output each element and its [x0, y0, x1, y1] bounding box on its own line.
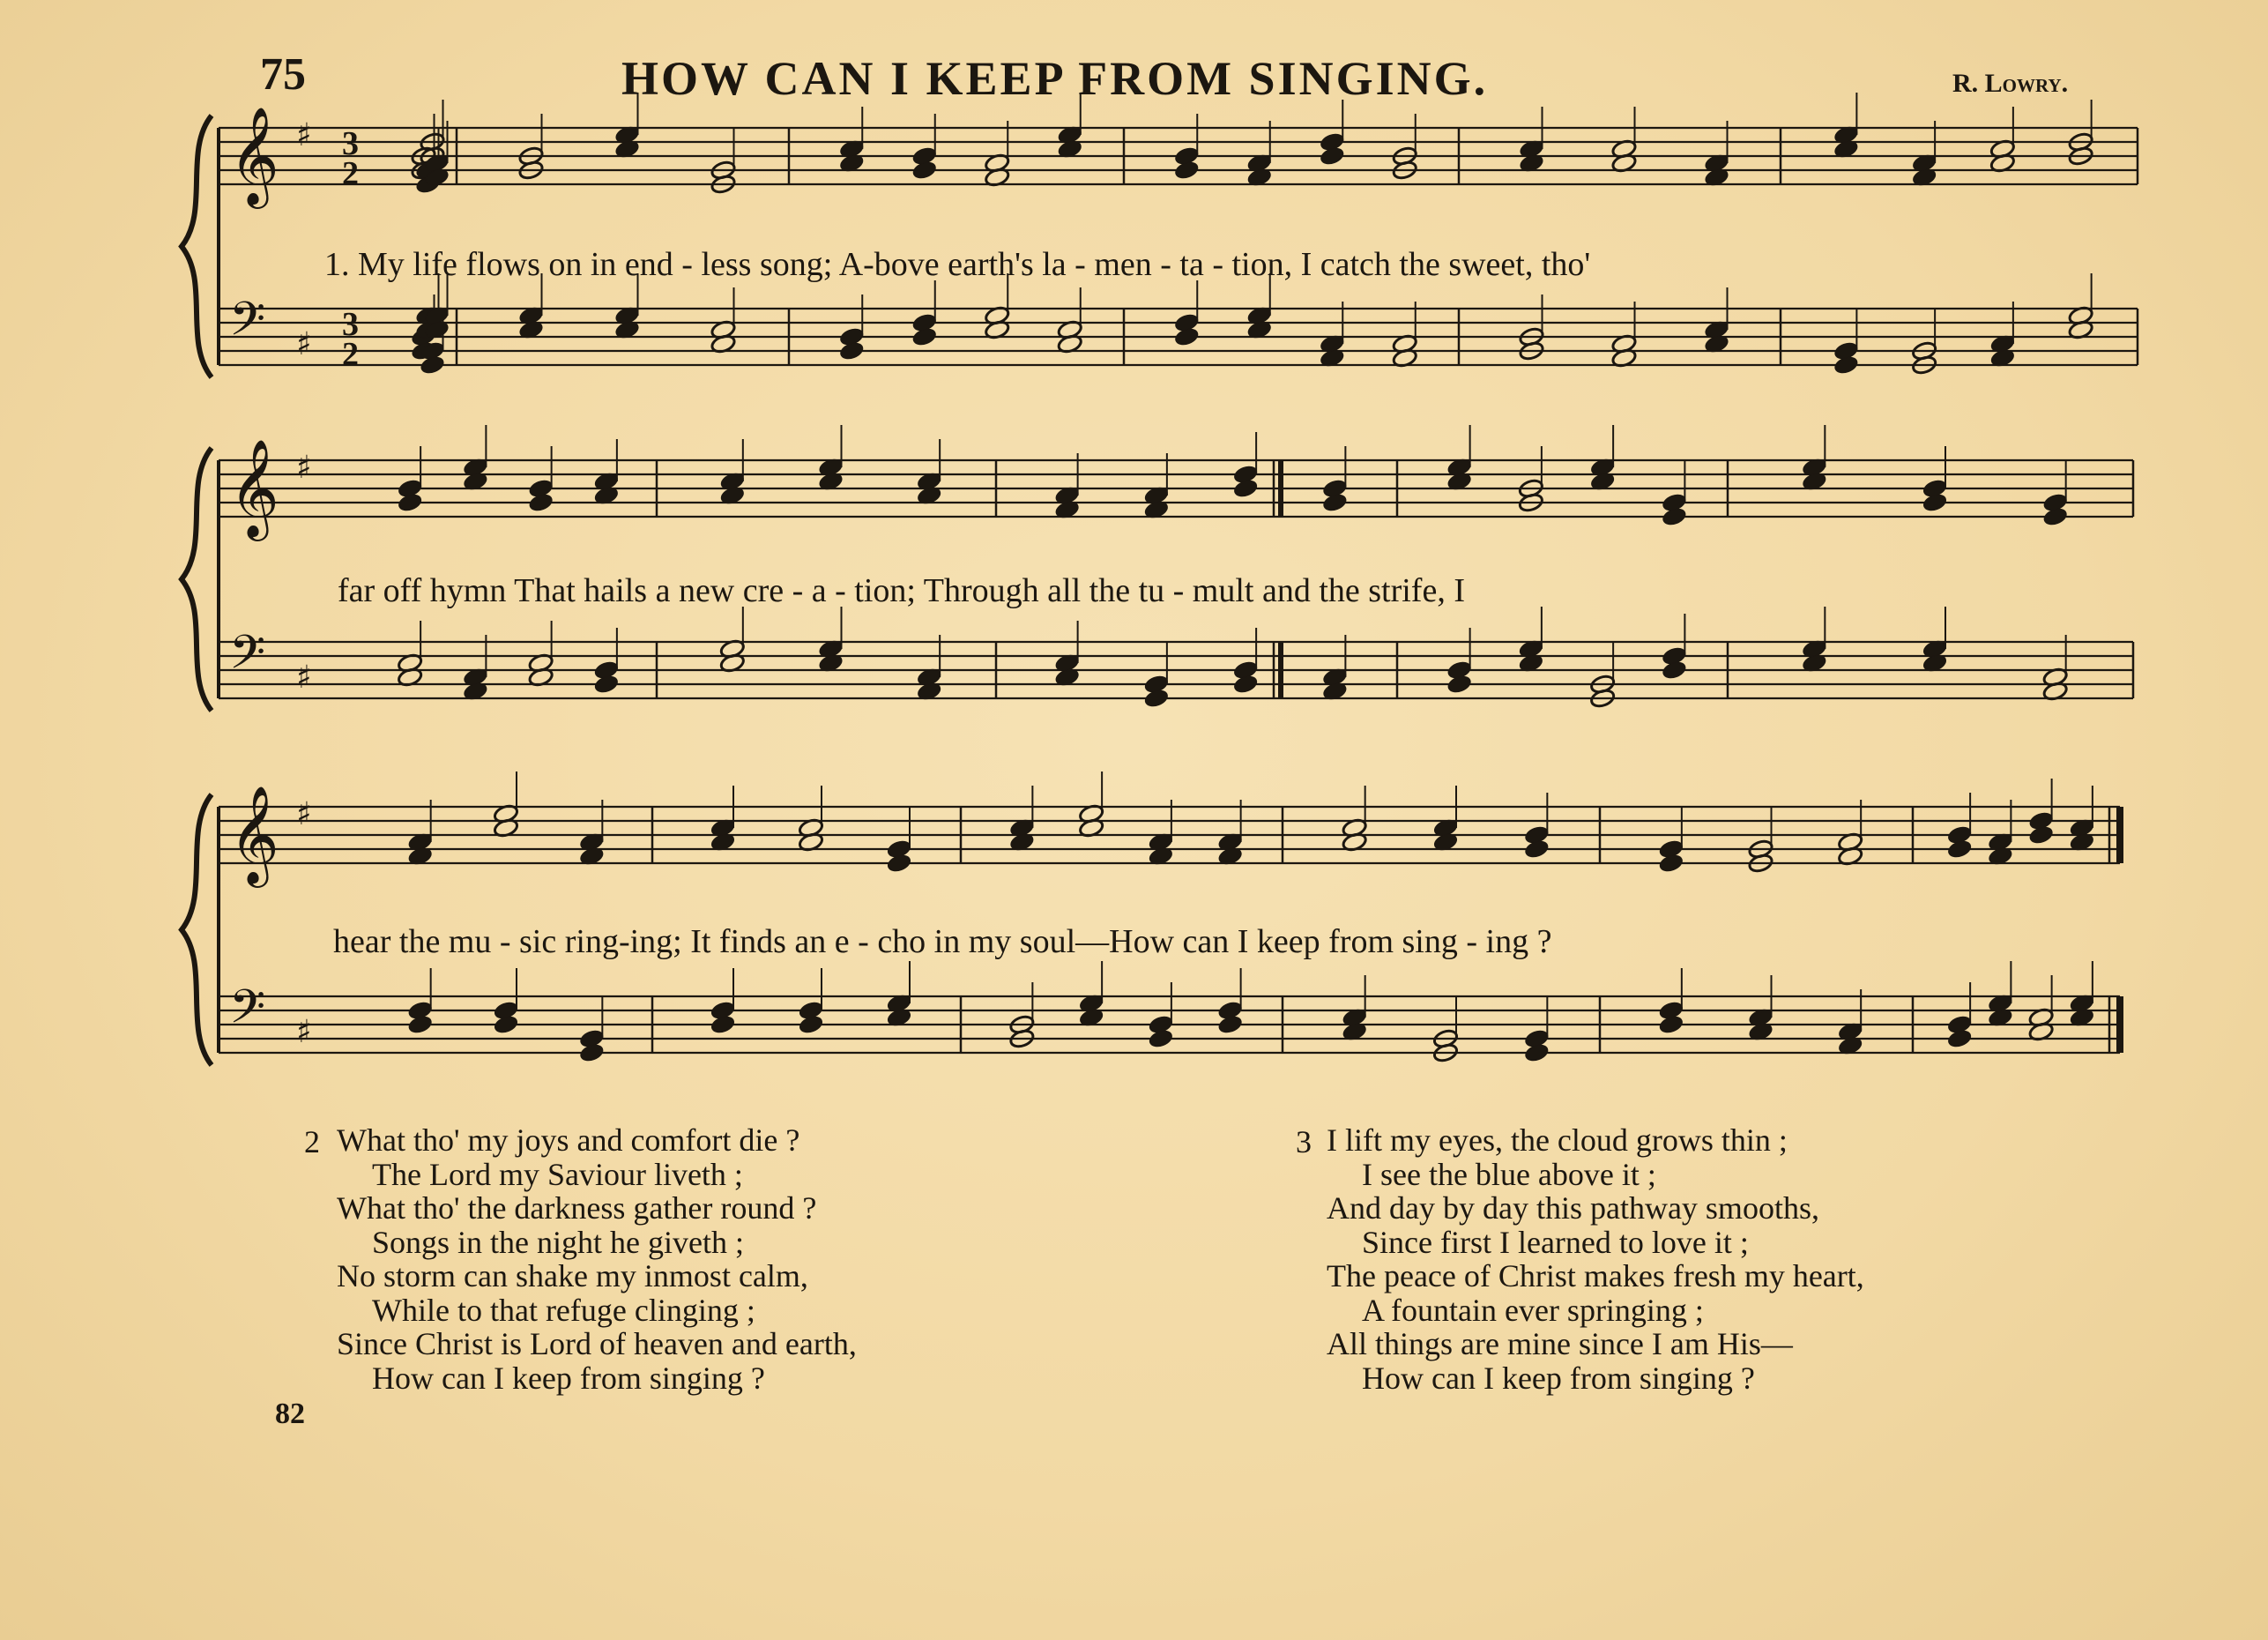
note-head: [1217, 1014, 1244, 1035]
verse-number: 2: [304, 1124, 320, 1159]
verse-line: I see the blue above it ;: [1362, 1156, 1656, 1192]
brace: [182, 794, 212, 1065]
lyrics-line-1: 1. My life flows on in end - less song; A-bove earth's la - men - ta - tion, I catch the sweet, tho': [324, 246, 1591, 283]
sharp-icon: ♯: [296, 117, 312, 153]
verse-line: Songs in the night he giveth ;: [372, 1224, 744, 1260]
verse-line: The Lord my Saviour liveth ;: [372, 1156, 743, 1192]
note-head: [1523, 839, 1550, 860]
time-signature-top: 3: [342, 306, 359, 343]
note-head: [1523, 1042, 1550, 1063]
note-head: [1833, 354, 1859, 376]
note-head: [397, 492, 423, 513]
note-head: [493, 1014, 519, 1035]
note-head: [1946, 839, 1973, 860]
note-head: [407, 1014, 434, 1035]
treble-clef-icon: 𝄞: [229, 438, 279, 537]
page-number: 82: [275, 1398, 305, 1430]
note-head: [1658, 853, 1684, 874]
hymn-number: 75: [260, 49, 306, 100]
verse-line: Since first I learned to love it ;: [1362, 1224, 1749, 1260]
verse-line: And day by day this pathway smooths,: [1327, 1190, 1819, 1226]
note-head: [1321, 492, 1348, 513]
note-head: [2028, 824, 2055, 846]
verse-line: While to that refuge clinging ;: [372, 1292, 755, 1328]
verse-line: A fountain ever springing ;: [1362, 1292, 1704, 1328]
verse-line: I lift my eyes, the cloud grows thin ;: [1327, 1122, 1788, 1158]
note-head: [1143, 688, 1170, 709]
note-head: [578, 1042, 605, 1063]
verse-line: What tho' the darkness gather round ?: [337, 1190, 817, 1226]
time-signature-bottom: 2: [342, 336, 359, 373]
note-head: [1922, 492, 1948, 513]
note-head: [911, 160, 938, 181]
sharp-icon: ♯: [296, 1014, 312, 1050]
verse-line: What tho' my joys and comfort die ?: [337, 1122, 800, 1158]
verse-line: How can I keep from singing ?: [372, 1360, 765, 1396]
note-head: [911, 326, 938, 347]
bass-clef-icon: 𝄢: [229, 293, 266, 358]
hymn-title: HOW CAN I KEEP FROM SINGING.: [621, 52, 1489, 105]
note-head: [528, 492, 554, 513]
note-head: [1319, 145, 1345, 167]
note-head: [886, 853, 912, 874]
note-head: [1232, 674, 1259, 695]
bass-clef-icon: 𝄢: [229, 980, 266, 1046]
sharp-icon: ♯: [296, 326, 312, 362]
lyrics-line-3: hear the mu - sic ring-ing; It finds an e - cho in my soul—How can I keep from sing - ing ?: [333, 923, 1552, 960]
bass-clef-icon: 𝄢: [229, 626, 266, 691]
note-head: [2042, 506, 2069, 527]
verse-line: All things are mine since I am His—: [1327, 1326, 1793, 1361]
note-head: [838, 340, 865, 362]
verse-line: How can I keep from singing ?: [1362, 1360, 1755, 1396]
note-head: [1173, 160, 1200, 181]
verse-2: [337, 1123, 857, 1395]
note-head: [1446, 674, 1473, 695]
note-head: [1148, 1028, 1174, 1049]
note-head: [1661, 506, 1687, 527]
composer-credit: R. Lowry.: [1952, 69, 2069, 98]
sharp-icon: ♯: [296, 796, 312, 832]
lyrics-line-2: far off hymn That hails a new cre - a - tion; Through all the tu - mult and the strife, I: [338, 572, 1465, 609]
note-head: [1946, 1028, 1973, 1049]
note-head: [710, 1014, 736, 1035]
sharp-icon: ♯: [296, 450, 312, 486]
note-head: [1661, 660, 1687, 681]
time-signature-bottom: 2: [342, 155, 359, 192]
treble-clef-icon: 𝄞: [229, 106, 279, 205]
verse-line: The peace of Christ makes fresh my heart,: [1327, 1258, 1864, 1293]
verse-line: Since Christ is Lord of heaven and earth,: [337, 1326, 857, 1361]
treble-clef-icon: 𝄞: [229, 785, 279, 883]
sharp-icon: ♯: [296, 660, 312, 696]
verse-number: 3: [1296, 1124, 1312, 1159]
note-head: [1232, 478, 1259, 499]
time-signature-top: 3: [342, 125, 359, 162]
note-head: [593, 674, 620, 695]
note-head: [1658, 1014, 1684, 1035]
note-head: [1173, 326, 1200, 347]
verse-line: No storm can shake my inmost calm,: [337, 1258, 808, 1293]
brace: [182, 448, 212, 711]
verse-3: [1327, 1123, 1864, 1395]
brace: [182, 116, 212, 377]
note-head: [798, 1014, 824, 1035]
